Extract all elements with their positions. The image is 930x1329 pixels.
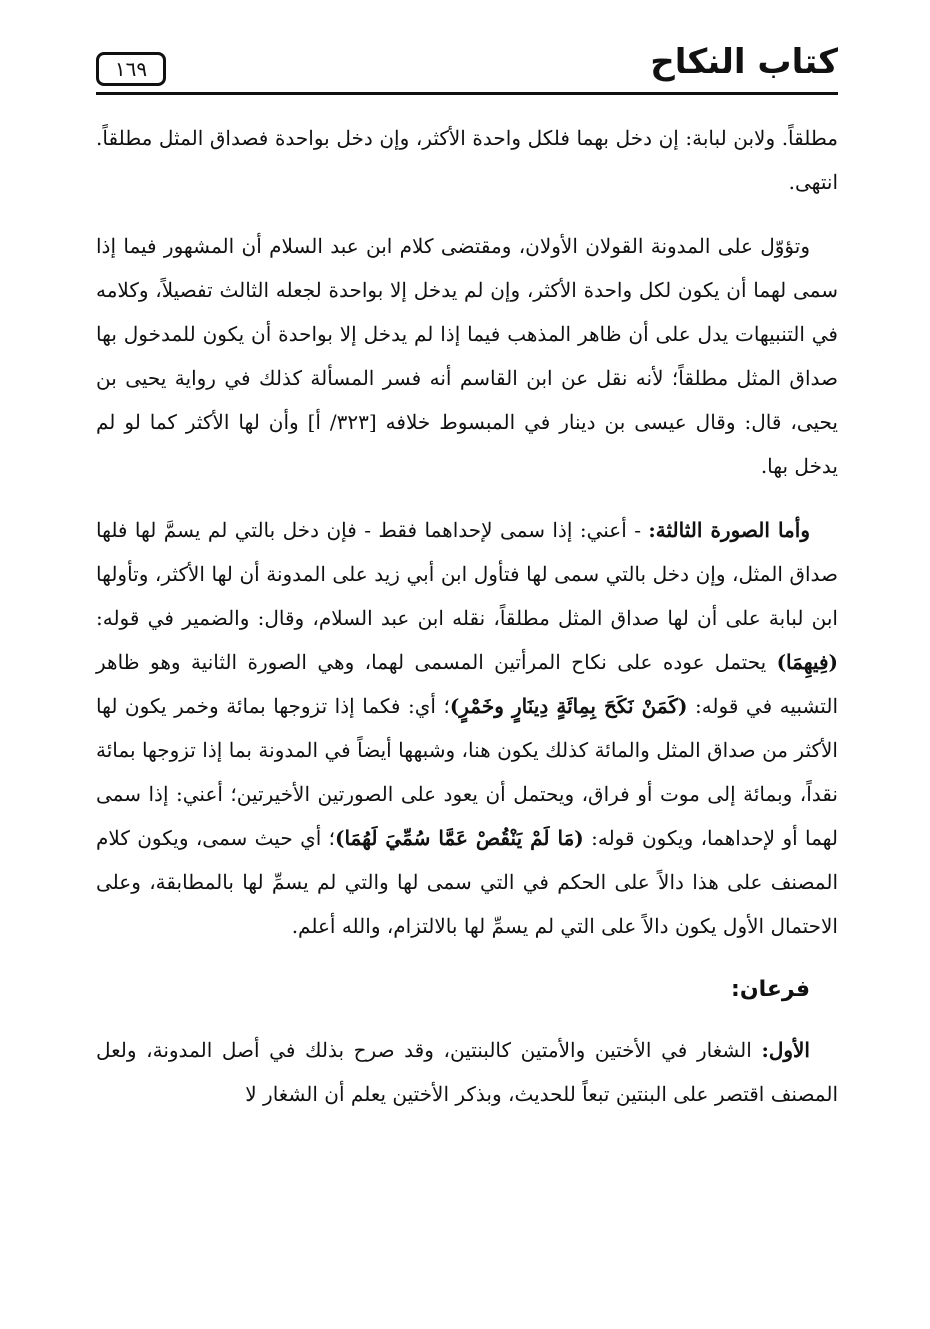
first-branch-lead: الأول: bbox=[761, 1038, 810, 1062]
paragraph-third-form bbox=[96, 508, 838, 948]
third-form-quote-2: (كَمَنْ نَكَحَ بِمِائَةٍ دِينَارٍ وخَمْرٍ) bbox=[449, 694, 688, 718]
third-form-quote-1: (فِيهِمَا) bbox=[776, 650, 838, 674]
header-rule bbox=[96, 92, 838, 95]
paragraph-2-text: وتؤوّل على المدونة القولان الأولان، ومقتضى كلام ابن عبد السلام أن المشهور فيما إذا سمى لهما أن يكون لكل واحدة الأكثر، وإن لم يدخل إلا بواحدة لجعله الثالث تفصيلاً، وكلامه في التنبيهات يدل على أن ظاهر المذهب فيما إذا لم يدخل إلا بواحدة أن يكون للمدخول بها صداق المثل مطلقاً؛ لأنه نقل عن ابن القاسم أنه فسر المسألة كذلك في رواية يحيى بن يحيى، قال: وقال عيسى بن دينار في المبسوط خلافه [٣٢٣/ أ] وأن لها الأكثر كما لو لم يدخل بها. bbox=[96, 234, 838, 478]
third-form-text-4: ؛ أي حيث سمى، ويكون كلام المصنف على هذا دالاً على الحكم في التي سمى لها والتي لم يسمِّ لها بالمطابقة، وعلى الاحتمال الأول يكون دالاً على التي لم يسمِّ لها بالالتزام، والله أعلم. bbox=[96, 826, 838, 938]
paragraph-first-branch bbox=[96, 1028, 838, 1116]
running-title: كتاب النكاح bbox=[650, 42, 838, 82]
section-heading-branches: فرعان: bbox=[731, 977, 810, 1002]
paragraph-2 bbox=[96, 224, 838, 488]
third-form-quote-3: (مَا لَمْ يَنْقُصْ عَمَّا سُمِّيَ لَهُمَا) bbox=[335, 826, 584, 850]
first-branch-text: الشغار في الأختين والأمتين كالبنتين، وقد صرح بذلك في أصل المدونة، ولعل المصنف اقتصر على البنتين تبعاً للحديث، وبذكر الأختين يعلم أن الشغار لا bbox=[96, 1038, 838, 1106]
third-form-lead: وأما الصورة الثالثة: bbox=[648, 518, 810, 542]
third-form-text-1: - أعني: إذا سمى لإحداهما فقط - فإن دخل بالتي لم يسمَّ لها فلها صداق المثل، وإن دخل بالتي سمى لها فتأول ابن أبي زيد على المدونة أن لها الأكثر، وتأولها ابن لبابة على أن لها صداق المثل مطلقاً، نقله ابن عبد السلام، وقال: والضمير في قوله: bbox=[96, 518, 838, 630]
page-number: ١٦٩ bbox=[96, 52, 166, 86]
third-form-text-3: ؛ أي: فكما إذا تزوجها بمائة وخمر يكون لها الأكثر من صداق المثل والمائة كذلك يكون هنا، وشبهها أيضاً في المدونة بما إذا تزوجها بمائة نقداً، وبمائة إلى موت أو فراق، ويحتمل أن يعود على الصورتين الأخيرتين؛ أعني: إذا سمى لهما أو لإحداهما، ويكون قوله: bbox=[96, 694, 838, 850]
paragraph-1-text: مطلقاً. ولابن لبابة: إن دخل بهما فلكل واحدة الأكثر، وإن دخل بواحدة فصداق المثل مطلقاً. انتهى. bbox=[96, 126, 838, 194]
paragraph-1 bbox=[96, 116, 838, 204]
third-form-text-2: يحتمل عوده على نكاح المرأتين المسمى لهما، وهي الصورة الثانية وهو ظاهر التشبيه في قوله: bbox=[96, 650, 838, 718]
page-header bbox=[96, 40, 838, 102]
body-text bbox=[96, 116, 838, 1136]
